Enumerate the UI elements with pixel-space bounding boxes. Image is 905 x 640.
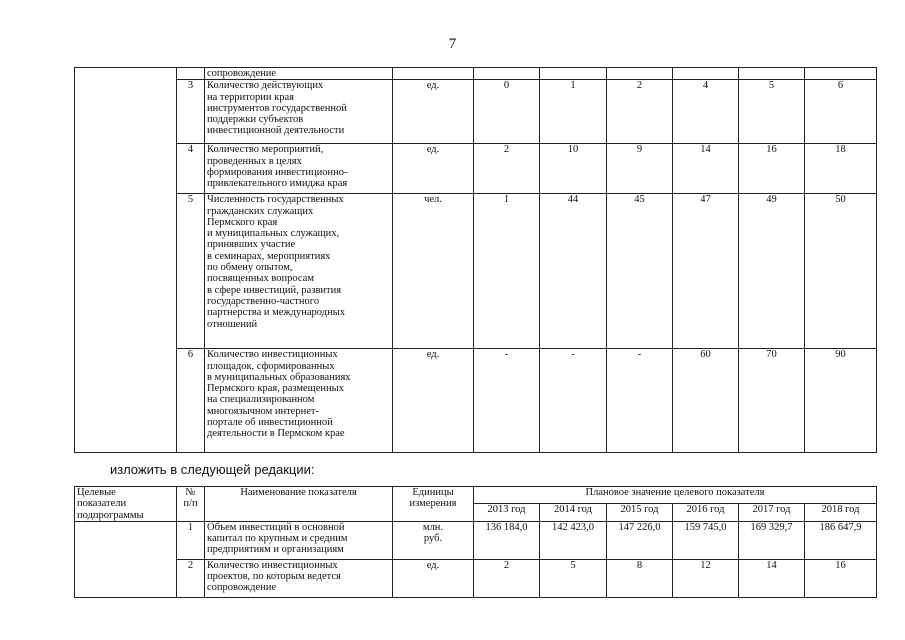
indicator-name: Количество действующих на территории края инструментов государственной поддержки субъектов инвестиционной деятельности	[205, 80, 393, 144]
table-row	[75, 144, 877, 194]
value-2017: 169 329,7	[739, 521, 805, 559]
header-year-2015: 2015 год	[607, 504, 673, 521]
value-2016: 47	[673, 194, 739, 349]
unit: млн. руб.	[393, 521, 474, 559]
unit: ед.	[393, 144, 474, 194]
row-number: 1	[177, 521, 205, 559]
unit: ед.	[393, 559, 474, 597]
value-2015: 9	[607, 144, 673, 194]
header-planned-value: Плановое значение целевого показателя	[474, 487, 877, 504]
indicator-name: Количество инвестиционных проектов, по которым ведется сопровождение	[205, 559, 393, 597]
table-row	[75, 68, 877, 80]
value-2018: 90	[805, 349, 877, 453]
header-year-2017: 2017 год	[739, 504, 805, 521]
table-row	[75, 349, 877, 453]
value-2017: 16	[739, 144, 805, 194]
value-2015: 8	[607, 559, 673, 597]
value-2014: 142 423,0	[540, 521, 607, 559]
header-indicator-name: Наименование показателя	[205, 487, 393, 522]
value-2016: 159 745,0	[673, 521, 739, 559]
header-row	[75, 487, 877, 504]
value-2013: 136 184,0	[474, 521, 540, 559]
value-2013: -	[474, 349, 540, 453]
value-2014: -	[540, 349, 607, 453]
indicators-table-new	[74, 486, 877, 598]
table-row	[75, 559, 877, 597]
amendment-phrase: изложить в следующей редакции:	[110, 462, 315, 477]
value-2014: 44	[540, 194, 607, 349]
table-row	[75, 521, 877, 559]
value-2014: 5	[540, 559, 607, 597]
row-number: 4	[177, 144, 205, 194]
value-2017: 49	[739, 194, 805, 349]
row-number: 6	[177, 349, 205, 453]
row-number: 2	[177, 559, 205, 597]
header-unit: Единицы измерения	[393, 487, 474, 522]
indicator-name: Объем инвестиций в основной капитал по крупным и средним предприятиям и организациям	[205, 521, 393, 559]
row-number: 3	[177, 80, 205, 144]
indicator-name: Количество мероприятий, проведенных в целях формирования инвестиционно- привлекательного имиджа края	[205, 144, 393, 194]
value-2013: 2	[474, 559, 540, 597]
value-2017: 70	[739, 349, 805, 453]
header-targets: Целевые показатели подпрограммы	[75, 487, 177, 522]
header-year-2018: 2018 год	[805, 504, 877, 521]
value-2018: 6	[805, 80, 877, 144]
unit: ед.	[393, 80, 474, 144]
unit: ед.	[393, 349, 474, 453]
value-2017: 5	[739, 80, 805, 144]
page-number: 7	[448, 36, 457, 52]
indicators-table-continued	[74, 67, 877, 453]
header-number: № п/п	[177, 487, 205, 522]
targets-cell	[75, 68, 177, 453]
value-2013: 2	[474, 144, 540, 194]
header-year-2013: 2013 год	[474, 504, 540, 521]
value-2015: 147 226,0	[607, 521, 673, 559]
value-2013: 0	[474, 80, 540, 144]
value-2018: 50	[805, 194, 877, 349]
table-row	[75, 80, 877, 144]
value-2015: 2	[607, 80, 673, 144]
value-2016: 4	[673, 80, 739, 144]
row-number: 5	[177, 194, 205, 349]
indicator-name: Количество инвестиционных площадок, сформированных в муниципальных образованиях Пермского края, размещенных на специализированном многоязычном интернет- портале об инвестиционной деятельности в Пермском крае	[205, 349, 393, 453]
value-2013: 1	[474, 194, 540, 349]
value-2016: 14	[673, 144, 739, 194]
table-row	[75, 194, 877, 349]
value-2016: 60	[673, 349, 739, 453]
value-2018: 186 647,9	[805, 521, 877, 559]
value-2017: 14	[739, 559, 805, 597]
value-2018: 18	[805, 144, 877, 194]
targets-cell	[75, 521, 177, 597]
value-2016: 12	[673, 559, 739, 597]
unit: чел.	[393, 194, 474, 349]
header-year-2014: 2014 год	[540, 504, 607, 521]
value-2015: 45	[607, 194, 673, 349]
value-2014: 1	[540, 80, 607, 144]
value-2014: 10	[540, 144, 607, 194]
indicator-name: Численность государственных гражданских служащих Пермского края и муниципальных служащих, принявших участие в семинарах, мероприятиях по обмену опытом, посвященных вопросам в сфере инвестиций, развития государственно-частного партнерства и международных отношений	[205, 194, 393, 349]
row-name-tail: сопровождение	[205, 68, 393, 80]
value-2015: -	[607, 349, 673, 453]
value-2018: 16	[805, 559, 877, 597]
header-year-2016: 2016 год	[673, 504, 739, 521]
